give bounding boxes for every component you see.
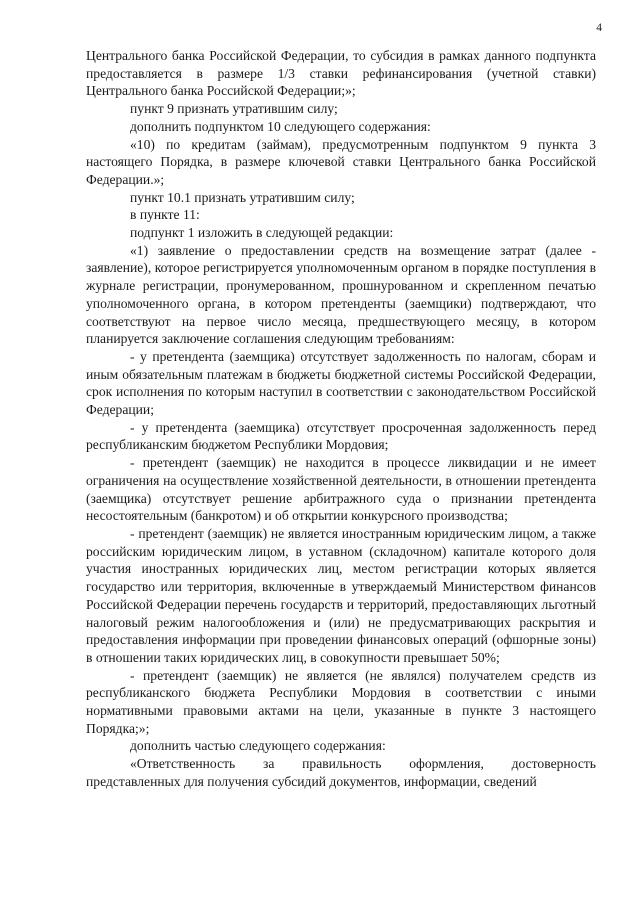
- paragraph: - претендент (заемщик) не является (не являлся) получателем средств из республиканского бюджета Республики Мордовия в соответствии с иными нормативными правовыми актами на цели, указанные в пункте 3 настоящего Порядка;»;: [86, 667, 596, 736]
- document-body: [86, 47, 596, 791]
- paragraph: пункт 10.1 признать утратившим силу;: [130, 189, 355, 205]
- paragraph: подпункт 1 изложить в следующей редакции:: [130, 225, 394, 241]
- paragraph: «10) по кредитам (займам), предусмотренным подпунктом 9 пункта 3 настоящего Порядка, в размере ключевой ставки Центрального банка Российской Федерации.»;: [86, 136, 596, 187]
- paragraph: - претендент (заемщик) не находится в процессе ликвидации и не имеет ограничения на осуществление хозяйственной деятельности, в отношении претендента (заемщика) отсутствует решение арбитражного суда о признании претендента несостоятельным (банкротом) и об открытии конкурсного производства;: [86, 455, 596, 524]
- page-number: 4: [596, 22, 602, 34]
- paragraph: - у претендента (заемщика) отсутствует просроченная задолженность перед республиканским бюджетом Республики Мордовия;: [86, 419, 596, 453]
- paragraph: - претендент (заемщик) не является иностранным юридическим лицом, а также российским юридическим лицом, в уставном (складочном) капитале которого доля участия иностранных юридических лиц, местом регистрации которых является государство или территория, включенные в утверждаемый Министерством финансов Российской Федерации перечень государств и территорий, предоставляющих льготный налоговый режим налогообложения и (или) не предусматривающих раскрытия и предоставления информации при проведении финансовых операций (офшорные зоны) в отношении таких юридических лиц, в совокупности превышает 50%;: [86, 525, 596, 665]
- paragraph: дополнить подпунктом 10 следующего содержания:: [130, 118, 431, 134]
- paragraph: «Ответственность за правильность оформления, достоверность представленных для получения субсидий документов, информации, сведений: [86, 756, 596, 789]
- paragraph: «1) заявление о предоставлении средств на возмещение затрат (далее - заявление), которое регистрируется уполномоченным органом в порядке поступления в журнале регистрации, пронумерованном, прошнурованном и скрепленном печатью уполномоченного органа, в котором претенденты (заемщики) подтверждают, что соответствуют на первое число месяца, предшествующего месяцу, в котором планируется заключение соглашения следующим требованиям:: [86, 242, 596, 347]
- paragraph: пункт 9 признать утратившим силу;: [130, 101, 338, 117]
- paragraph: в пункте 11:: [130, 207, 200, 223]
- paragraph: дополнить частью следующего содержания:: [130, 738, 386, 754]
- paragraph: Центрального банка Российской Федерации, то субсидия в рамках данного подпункта предоставляется в размере 1/3 ставки рефинансирования (учетной ставки) Центрального банка Российской Федерации;»;: [86, 48, 596, 99]
- paragraph: - у претендента (заемщика) отсутствует задолженность по налогам, сборам и иным обязательным платежам в бюджеты бюджетной системы Российской Федерации, срок исполнения по которым наступил в соответствии с законодательством Российской Федерации;: [86, 348, 596, 418]
